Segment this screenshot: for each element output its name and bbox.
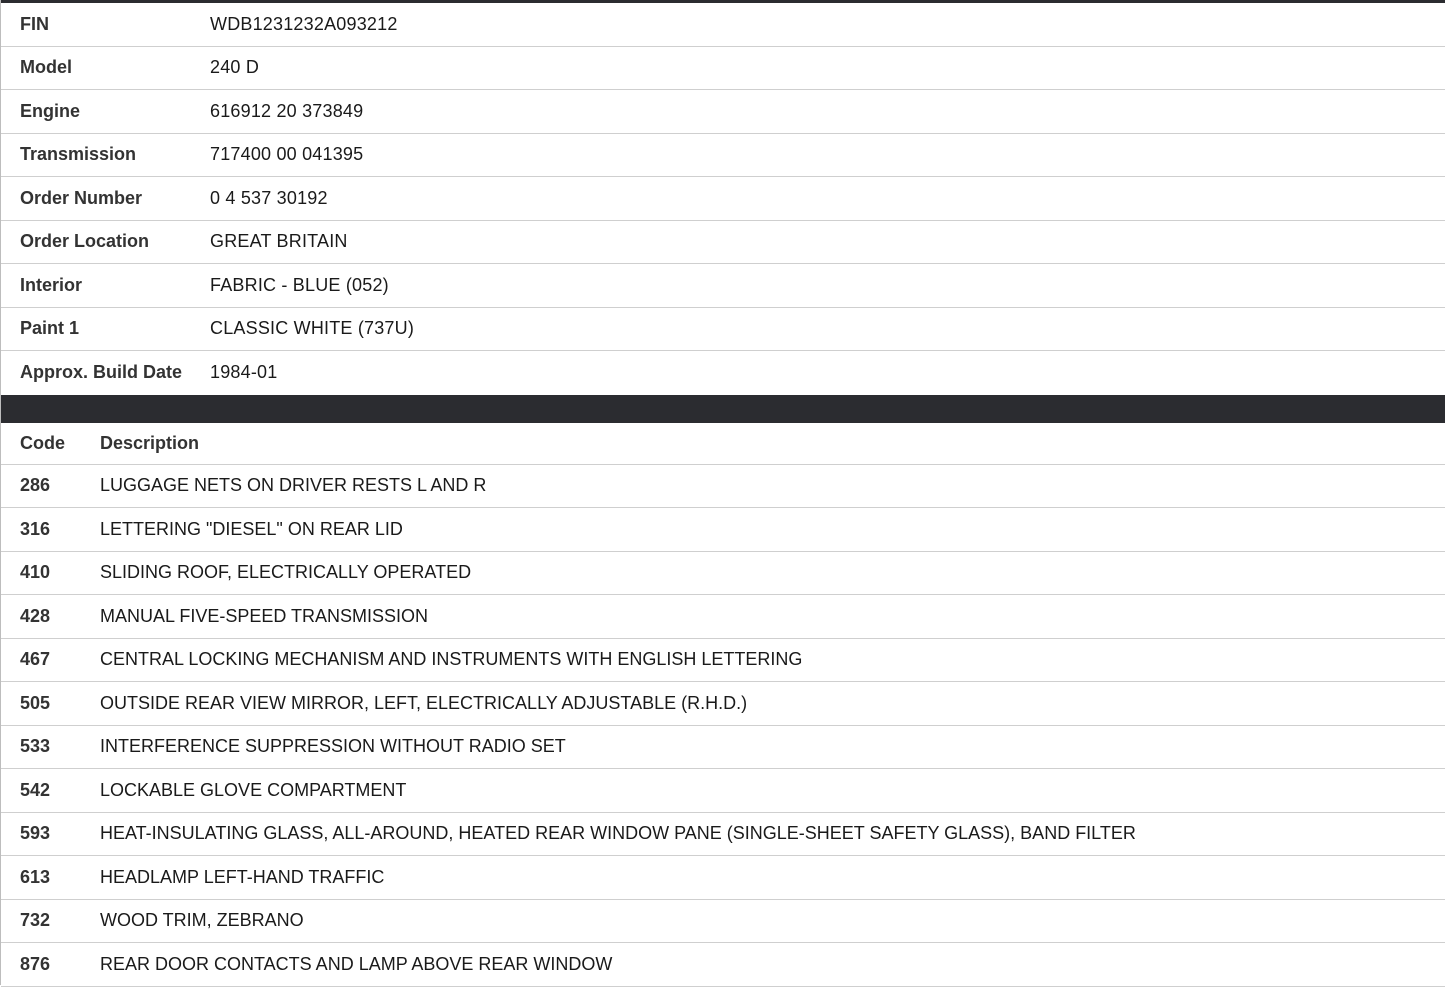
option-code: 732 [20,910,51,931]
detail-row-order-number [1,177,1445,221]
detail-label: Model [20,57,72,78]
section-divider-band [1,395,1445,423]
option-description: OUTSIDE REAR VIEW MIRROR, LEFT, ELECTRICALLY ADJUSTABLE (R.H.D.) [100,692,748,713]
detail-value: 616912 20 373849 [210,100,364,121]
detail-label: Order Location [20,231,150,252]
column-header-code: Code [20,432,65,453]
detail-value: 717400 00 041395 [210,144,364,165]
table-row [1,508,1445,552]
option-code: 316 [20,518,51,539]
detail-label: FIN [20,13,49,34]
detail-row-interior [1,264,1445,308]
option-code: 467 [20,649,51,670]
option-description: WOOD TRIM, ZEBRANO [100,910,304,931]
detail-row-paint [1,308,1445,352]
options-table [1,423,1445,987]
option-description: LUGGAGE NETS ON DRIVER RESTS L AND R [100,475,487,496]
detail-value: 0 4 537 30192 [210,187,328,208]
detail-row-order-location [1,221,1445,265]
detail-value: 240 D [210,57,260,78]
option-code: 505 [20,692,51,713]
option-code: 542 [20,779,51,800]
option-description: LETTERING "DIESEL" ON REAR LID [100,518,403,539]
detail-label: Approx. Build Date [20,362,183,383]
table-row [1,900,1445,944]
option-code: 613 [20,866,51,887]
option-description: MANUAL FIVE-SPEED TRANSMISSION [100,605,429,626]
detail-row-engine [1,90,1445,134]
table-row [1,769,1445,813]
option-code: 428 [20,605,51,626]
table-row [1,726,1445,770]
option-description: SLIDING ROOF, ELECTRICALLY OPERATED [100,562,472,583]
table-row [1,856,1445,900]
option-description: CENTRAL LOCKING MECHANISM AND INSTRUMENTS WITH ENGLISH LETTERING [100,649,803,670]
detail-label: Order Number [20,187,143,208]
option-code: 533 [20,736,51,757]
detail-label: Transmission [20,144,137,165]
column-header-description: Description [100,432,200,453]
option-description: INTERFERENCE SUPPRESSION WITHOUT RADIO SET [100,736,566,757]
option-description: HEADLAMP LEFT-HAND TRAFFIC [100,866,385,887]
table-row [1,595,1445,639]
table-row [1,552,1445,596]
detail-value: 1984-01 [210,362,278,383]
table-row [1,943,1445,987]
detail-value: GREAT BRITAIN [210,231,348,252]
options-table-header [1,423,1445,465]
option-code: 410 [20,562,51,583]
option-code: 593 [20,823,51,844]
detail-label: Engine [20,100,81,121]
detail-label: Paint 1 [20,318,80,339]
detail-value: CLASSIC WHITE (737U) [210,318,415,339]
detail-row-model [1,47,1445,91]
detail-value: FABRIC - BLUE (052) [210,274,389,295]
table-row [1,682,1445,726]
option-code: 876 [20,953,51,974]
table-row [1,639,1445,683]
vehicle-details-table [1,3,1445,395]
table-row [1,465,1445,509]
detail-row-build-date [1,351,1445,395]
detail-value: WDB1231232A093212 [210,13,398,34]
option-code: 286 [20,475,51,496]
detail-label: Interior [20,274,83,295]
option-description: LOCKABLE GLOVE COMPARTMENT [100,779,407,800]
detail-row-fin [1,3,1445,47]
option-description: HEAT-INSULATING GLASS, ALL-AROUND, HEATED REAR WINDOW PANE (SINGLE-SHEET SAFETY GLASS), BAND FILTER [100,823,1136,844]
option-description: REAR DOOR CONTACTS AND LAMP ABOVE REAR WINDOW [100,953,613,974]
detail-row-transmission [1,134,1445,178]
table-row [1,813,1445,857]
